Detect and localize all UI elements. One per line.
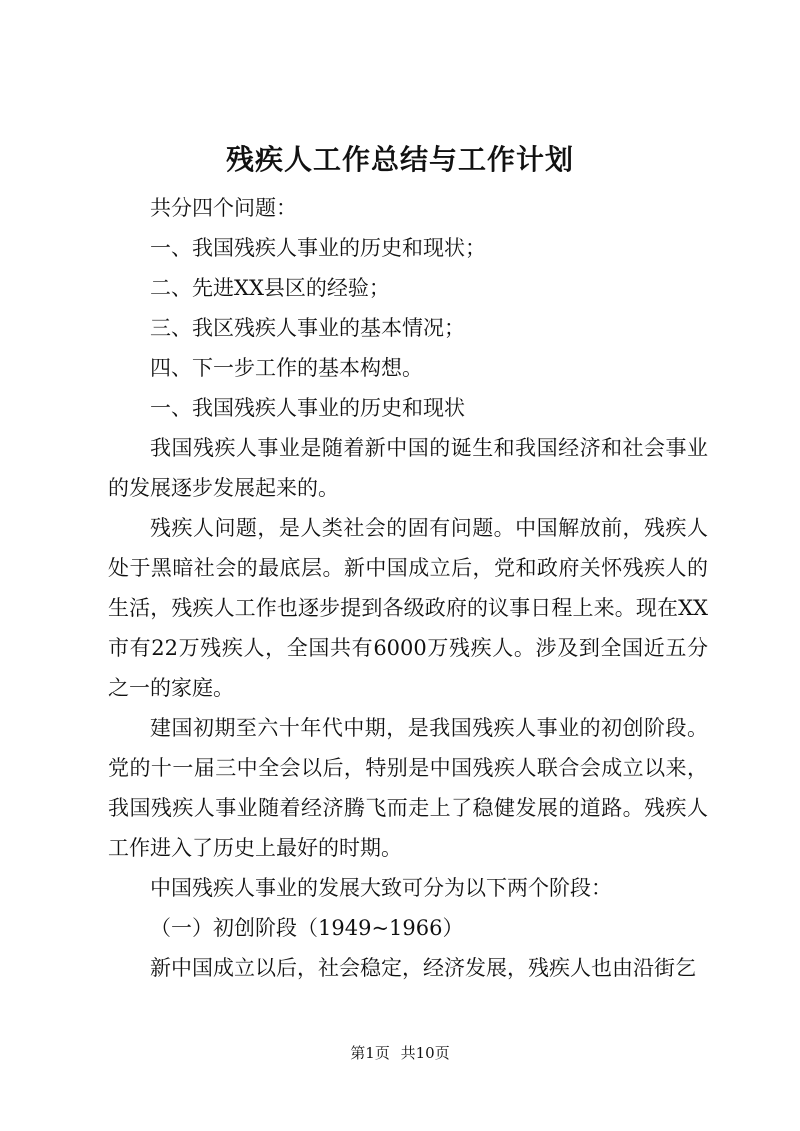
paragraph: 残疾人问题，是人类社会的固有问题。中国解放前，残疾人处于黑暗社会的最底层。新中国成立后，党和政府关怀残疾人的生活，残疾人工作也逐步提到各级政府的议事日程上来。现在XX市有22万残疾人，全国共有6000万残疾人。涉及到全国近五分之一的家庭。 — [108, 516, 708, 700]
paragraph: 一、我国残疾人事业的历史和现状； — [150, 236, 486, 260]
document-body — [108, 188, 708, 988]
paragraph: 我国残疾人事业是随着新中国的诞生和我国经济和社会事业的发展逐步发展起来的。 — [108, 436, 708, 500]
page-total: 共10页 — [400, 1044, 450, 1062]
document-title: 残疾人工作总结与工作计划 — [225, 143, 574, 176]
paragraph: 三、我区残疾人事业的基本情况； — [150, 316, 465, 340]
subsection-heading: （一）初创阶段（1949~1966） — [150, 916, 464, 940]
page-footer — [0, 1042, 800, 1064]
paragraph: 二、先进XX县区的经验； — [150, 276, 390, 300]
section-heading: 一、我国残疾人事业的历史和现状 — [150, 396, 465, 420]
paragraph: 中国残疾人事业的发展大致可分为以下两个阶段： — [150, 876, 612, 900]
paragraph: 新中国成立以后，社会稳定，经济发展，残疾人也由沿街乞 — [150, 956, 696, 980]
paragraph: 建国初期至六十年代中期，是我国残疾人事业的初创阶段。党的十一届三中全会以后，特别是中国残疾人联合会成立以来，我国残疾人事业随着经济腾飞而走上了稳健发展的道路。残疾人工作进入了历史上最好的时期。 — [108, 716, 708, 860]
paragraph: 四、下一步工作的基本构想。 — [150, 356, 423, 380]
paragraph: 共分四个问题： — [150, 196, 297, 220]
page-number: 第1页 — [350, 1044, 390, 1062]
